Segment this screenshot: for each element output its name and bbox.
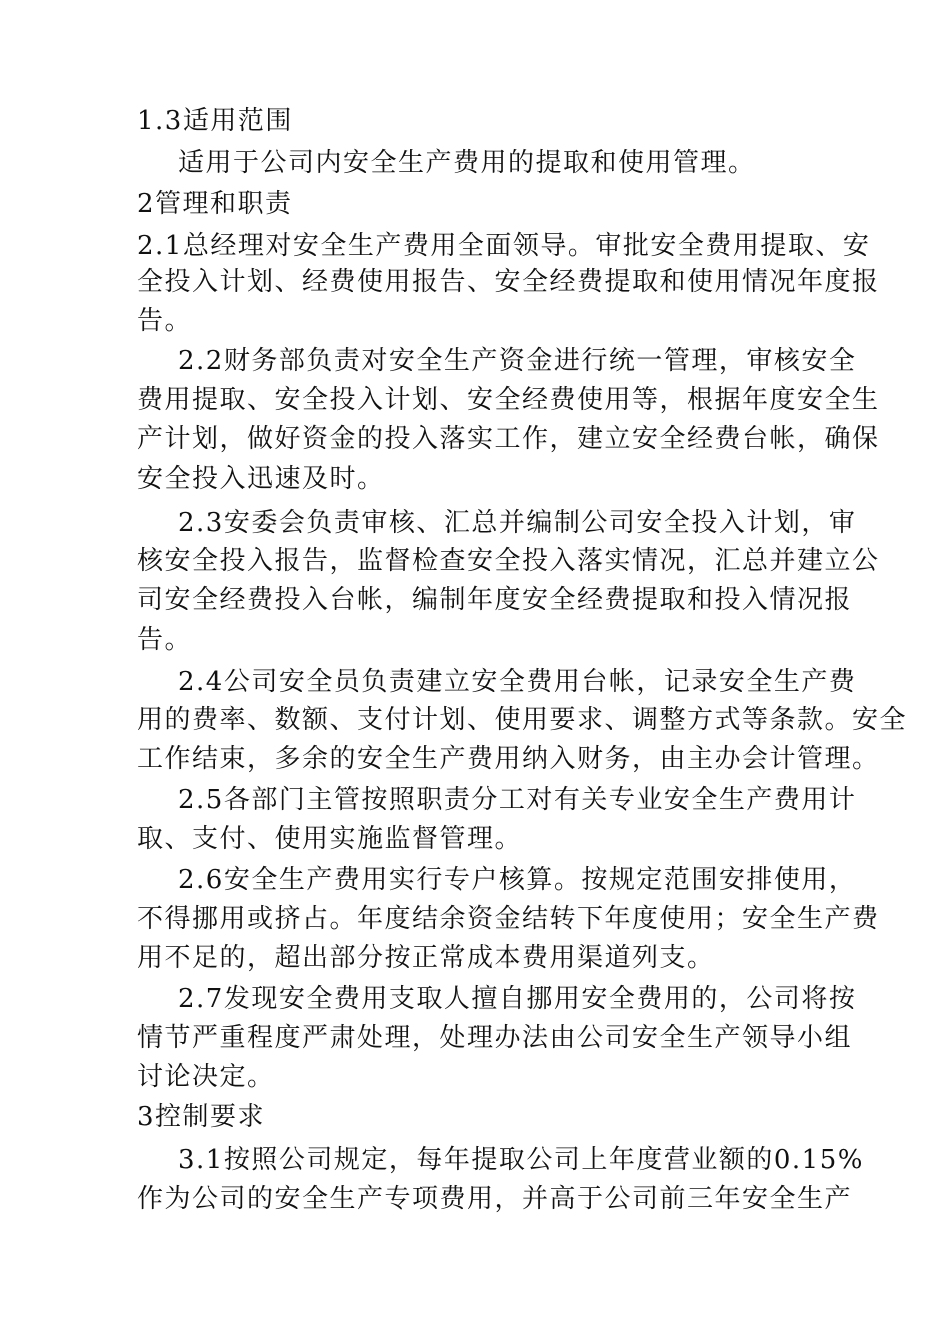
paragraph-line: 告。 [137, 625, 193, 655]
paragraph-line: 工作结束，多余的安全生产费用纳入财务，由主办会计管理。 [137, 744, 880, 774]
paragraph-line: 费用提取、安全投入计划、安全经费使用等，根据年度安全生 [137, 385, 880, 415]
heading-2: 2管理和职责 [137, 189, 293, 219]
paragraph-line: 3.1按照公司规定，每年提取公司上年度营业额的0.15% [178, 1145, 864, 1175]
paragraph-line: 告。 [137, 306, 193, 336]
paragraph-line: 2.4公司安全员负责建立安全费用台帐，记录安全生产费 [178, 667, 857, 697]
heading-3: 3控制要求 [137, 1102, 266, 1132]
paragraph-line: 全投入计划、经费使用报告、安全经费提取和使用情况年度报 [137, 267, 880, 297]
paragraph-line: 不得挪用或挤占。年度结余资金结转下年度使用；安全生产费 [137, 904, 880, 934]
paragraph-line: 2.3安委会负责审核、汇总并编制公司安全投入计划，审 [178, 508, 857, 538]
paragraph-line: 2.1总经理对安全生产费用全面领导。审批安全费用提取、安 [137, 231, 871, 261]
paragraph-line: 适用于公司内安全生产费用的提取和使用管理。 [178, 148, 756, 178]
paragraph-line: 讨论决定。 [137, 1062, 275, 1092]
heading-1-3: 1.3适用范围 [137, 106, 293, 136]
paragraph-line: 作为公司的安全生产专项费用，并高于公司前三年安全生产 [137, 1184, 853, 1214]
paragraph-line: 产计划，做好资金的投入落实工作，建立安全经费台帐，确保 [137, 424, 880, 454]
paragraph-line: 核安全投入报告，监督检查安全投入落实情况，汇总并建立公 [137, 546, 880, 576]
paragraph-line: 2.2财务部负责对安全生产资金进行统一管理，审核安全 [178, 346, 857, 376]
paragraph-line: 司安全经费投入台帐，编制年度安全经费提取和投入情况报 [137, 585, 853, 615]
paragraph-line: 用不足的，超出部分按正常成本费用渠道列支。 [137, 943, 715, 973]
paragraph-line: 安全投入迅速及时。 [137, 464, 385, 494]
paragraph-line: 取、支付、使用实施监督管理。 [137, 824, 523, 854]
paragraph-line: 情节严重程度严肃处理，处理办法由公司安全生产领导小组 [137, 1023, 853, 1053]
paragraph-line: 2.7发现安全费用支取人擅自挪用安全费用的，公司将按 [178, 984, 857, 1014]
paragraph-line: 用的费率、数额、支付计划、使用要求、调整方式等条款。安全 [137, 705, 908, 735]
paragraph-line: 2.6安全生产费用实行专户核算。按规定范围安排使用， [178, 865, 857, 895]
paragraph-line: 2.5各部门主管按照职责分工对有关专业安全生产费用计 [178, 785, 857, 815]
